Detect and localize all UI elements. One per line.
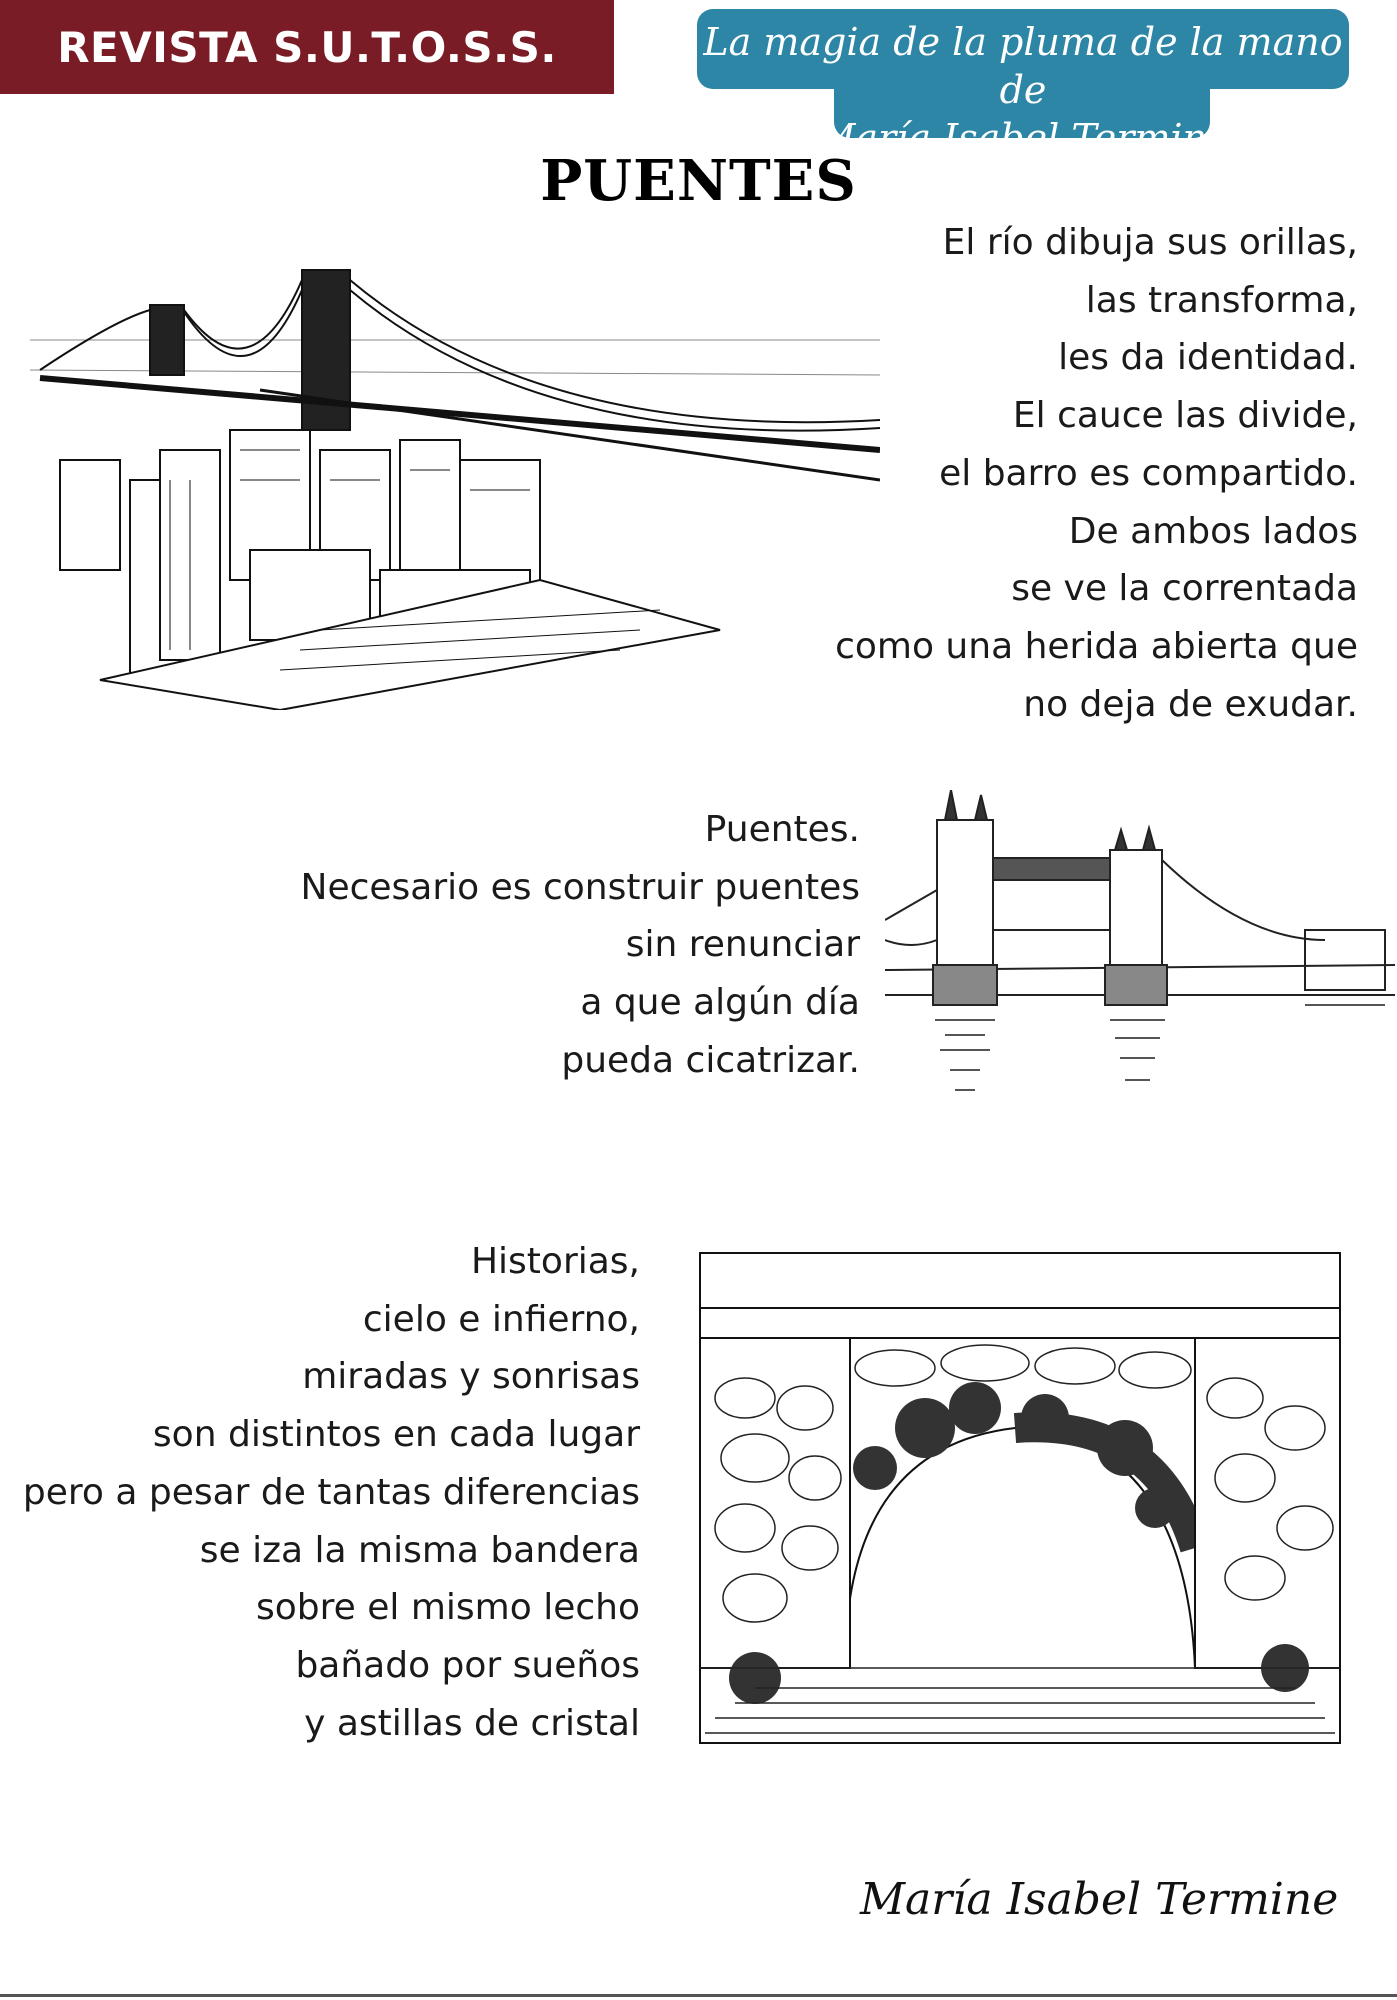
- stone-arch-bridge-illustration: [695, 1248, 1345, 1748]
- poem-line: pero a pesar de tantas diferencias: [22, 1471, 640, 1513]
- poem-line: se ve la correntada: [1011, 568, 1358, 610]
- tagline-line-2: María Isabel Termine: [816, 116, 1230, 160]
- poem-line: y astillas de cristal: [304, 1702, 640, 1744]
- poem-line: no deja de exudar.: [1023, 683, 1358, 725]
- poem-line: Necesario es construir puentes: [300, 866, 860, 908]
- poem-line: El río dibuja sus orillas,: [942, 222, 1358, 263]
- poem-line: Historias,: [470, 1241, 640, 1282]
- stanza-3: [20, 1233, 640, 1752]
- tower-bridge-illustration: [885, 790, 1395, 1120]
- poem-line: son distintos en cada lugar: [152, 1414, 640, 1456]
- poem-line: sobre el mismo lecho: [256, 1587, 640, 1629]
- poem-line: cielo e infierno,: [362, 1298, 640, 1340]
- magazine-name: REVISTA S.U.T.O.S.S.: [57, 22, 557, 72]
- poem-line: les da identidad.: [1058, 337, 1358, 379]
- author-signature: María Isabel Termine: [860, 1874, 1339, 1925]
- poem-line: a que algún día: [580, 982, 860, 1024]
- poem-line: las transforma,: [1085, 279, 1358, 321]
- poem-line: miradas y sonrisas: [302, 1356, 640, 1398]
- poem-line: Puentes.: [704, 809, 860, 850]
- poem-line: como una herida abierta que: [835, 625, 1358, 667]
- stanza-1: [740, 214, 1358, 733]
- poem-line: pueda cicatrizar.: [561, 1039, 860, 1081]
- poem-line: De ambos lados: [1068, 510, 1358, 552]
- poem-title: PUENTES: [540, 148, 857, 214]
- page-bottom-rule: [0, 1994, 1397, 1997]
- poem-line: el barro es compartido.: [939, 452, 1358, 494]
- stanza-2: [240, 801, 860, 1090]
- poem-line: se iza la misma bandera: [199, 1529, 640, 1571]
- magazine-header: [0, 0, 614, 94]
- poem-line: El cauce las divide,: [1012, 395, 1358, 437]
- tagline-line-1: La magia de la pluma de la mano de: [703, 20, 1343, 112]
- poem-line: bañado por sueños: [295, 1644, 640, 1686]
- tagline-text: [697, 18, 1349, 162]
- poem-line: sin renunciar: [625, 924, 860, 966]
